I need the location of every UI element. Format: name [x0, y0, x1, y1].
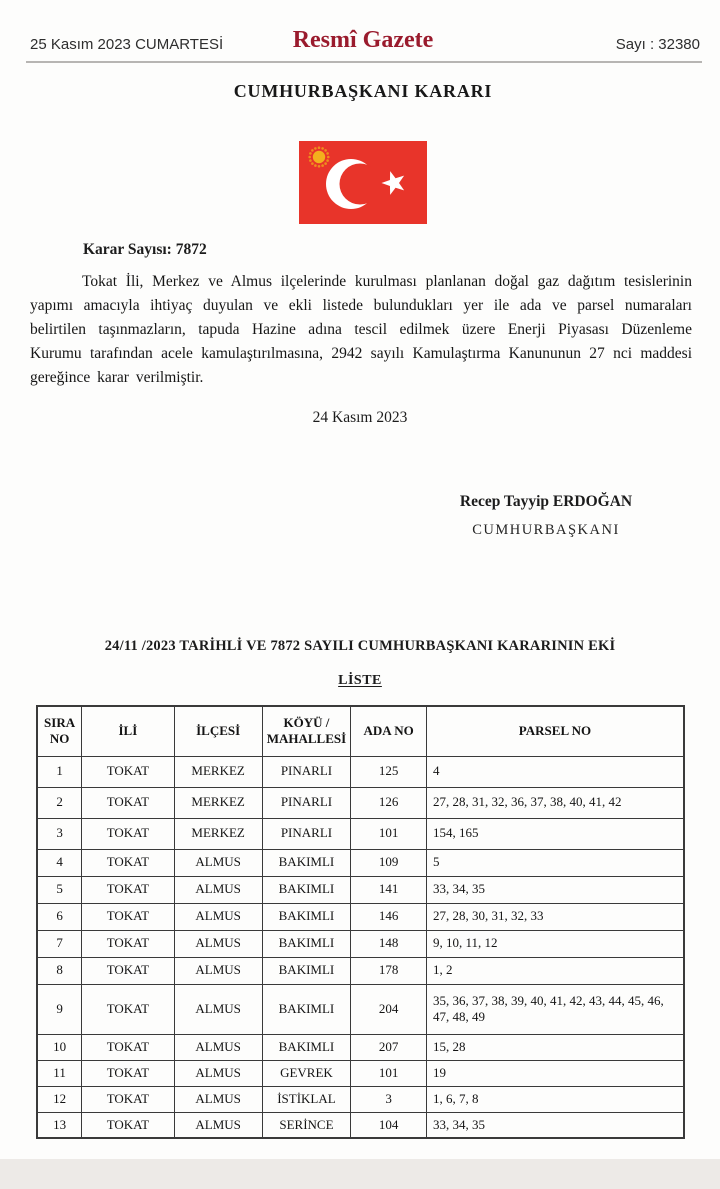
table-cell: MERKEZ — [174, 818, 262, 849]
table-row — [37, 876, 684, 903]
table-cell: 12 — [37, 1086, 82, 1112]
table-cell: TOKAT — [82, 787, 175, 818]
table-cell: TOKAT — [82, 818, 175, 849]
table-cell: 8 — [37, 957, 82, 984]
table-cell: TOKAT — [82, 1086, 175, 1112]
table-header-cell: İLİ — [82, 706, 175, 756]
table-cell: BAKIMLI — [262, 876, 351, 903]
table-header-cell: ADA NO — [351, 706, 427, 756]
table-cell: ALMUS — [174, 1112, 262, 1138]
table-cell: 5 — [37, 876, 82, 903]
table-cell: 4 — [426, 756, 684, 787]
table-cell: 6 — [37, 903, 82, 930]
table-cell: 9 — [37, 984, 82, 1034]
signature-name: Recep Tayyip ERDOĞAN — [459, 493, 633, 510]
table-cell: 101 — [351, 1060, 427, 1086]
table-cell: BAKIMLI — [262, 957, 351, 984]
table-cell: BAKIMLI — [262, 1034, 351, 1060]
table-cell: TOKAT — [82, 957, 175, 984]
table-header-row — [37, 706, 684, 756]
turkish-flag-svg — [299, 141, 427, 224]
table-row — [37, 1086, 684, 1112]
table-cell: ALMUS — [174, 1034, 262, 1060]
table-header-cell: SIRA NO — [37, 706, 82, 756]
annex-subtitle-text: LİSTE — [338, 673, 382, 688]
table-cell: 2 — [37, 787, 82, 818]
table-cell: SERİNCE — [262, 1112, 351, 1138]
table-cell: PINARLI — [262, 787, 351, 818]
table-cell: TOKAT — [82, 984, 175, 1034]
table-cell: 148 — [351, 930, 427, 957]
table-cell: TOKAT — [82, 1034, 175, 1060]
table-cell: ALMUS — [174, 1086, 262, 1112]
table-cell: 125 — [351, 756, 427, 787]
table-cell: TOKAT — [82, 1112, 175, 1138]
table-cell: 9, 10, 11, 12 — [426, 930, 684, 957]
table-cell: TOKAT — [82, 1060, 175, 1086]
table-row — [37, 957, 684, 984]
table-cell: ALMUS — [174, 876, 262, 903]
table-cell: İSTİKLAL — [262, 1086, 351, 1112]
table-cell: ALMUS — [174, 849, 262, 876]
table-cell: 19 — [426, 1060, 684, 1086]
table-cell: 1, 2 — [426, 957, 684, 984]
table-cell: 101 — [351, 818, 427, 849]
table-row — [37, 1060, 684, 1086]
table-cell: MERKEZ — [174, 787, 262, 818]
table-row — [37, 849, 684, 876]
table-row — [37, 787, 684, 818]
table-cell: BAKIMLI — [262, 984, 351, 1034]
table-cell: 27, 28, 30, 31, 32, 33 — [426, 903, 684, 930]
table-cell: 10 — [37, 1034, 82, 1060]
table-row — [37, 984, 684, 1034]
table-cell: BAKIMLI — [262, 903, 351, 930]
table-cell: PINARLI — [262, 818, 351, 849]
table-cell: TOKAT — [82, 849, 175, 876]
table-cell: MERKEZ — [174, 756, 262, 787]
table-cell: 35, 36, 37, 38, 39, 40, 41, 42, 43, 44, 45, 46, 47, 48, 49 — [426, 984, 684, 1034]
table-cell: PINARLI — [262, 756, 351, 787]
table-row — [37, 1034, 684, 1060]
table-cell: 146 — [351, 903, 427, 930]
annex-title: 24/11 /2023 TARİHLİ VE 7872 SAYILI CUMHURBAŞKANI KARARININ EKİ — [104, 638, 616, 654]
table-cell: 126 — [351, 787, 427, 818]
decision-number: Karar Sayısı: 7872 — [83, 241, 207, 258]
table-row — [37, 818, 684, 849]
table-cell: 1 — [37, 756, 82, 787]
table-cell: 13 — [37, 1112, 82, 1138]
masthead-date: 25 Kasım 2023 CUMARTESİ — [30, 36, 224, 53]
decision-date: 24 Kasım 2023 — [312, 409, 408, 426]
table-cell: ALMUS — [174, 984, 262, 1034]
decree-heading: CUMHURBAŞKANI KARARI — [233, 81, 493, 101]
table-cell: 204 — [351, 984, 427, 1034]
masthead-divider — [26, 61, 702, 63]
table-cell: TOKAT — [82, 756, 175, 787]
turkish-flag-icon — [299, 141, 427, 224]
table-cell: 7 — [37, 930, 82, 957]
table-cell: 27, 28, 31, 32, 36, 37, 38, 40, 41, 42 — [426, 787, 684, 818]
table-header-cell: KÖYÜ / MAHALLESİ — [262, 706, 351, 756]
table-cell: ALMUS — [174, 1060, 262, 1086]
table-cell: 3 — [351, 1086, 427, 1112]
table-row — [37, 756, 684, 787]
table-row — [37, 930, 684, 957]
table-cell: BAKIMLI — [262, 849, 351, 876]
table-row — [37, 1112, 684, 1138]
decree-body-paragraph: Tokat İli, Merkez ve Almus ilçelerinde kurulması planlanan doğal gaz dağıtım tesislerinin yapımı amacıyla ihtiyaç duyulan ve ekli listede bulundukları yer ile ada ve parsel numaraları belirtilen taşınmazların, tapuda Hazine adına tescil edilmek üzere Enerji Piyasası Düzenleme Kurumu tarafından acele kamulaştırılmasına, 2942 sayılı Kamulaştırma Kanununun 27 nci maddesi gereğince karar verilmiştir. — [30, 273, 692, 386]
gazette-title: Resmî Gazete — [292, 27, 434, 53]
annex-subtitle — [0, 673, 720, 689]
table-header-cell: İLÇESİ — [174, 706, 262, 756]
parcel-table-body — [37, 756, 684, 1138]
table-cell: 33, 34, 35 — [426, 1112, 684, 1138]
table-cell: 5 — [426, 849, 684, 876]
table-cell: TOKAT — [82, 930, 175, 957]
parcel-table — [36, 705, 685, 1139]
table-cell: TOKAT — [82, 903, 175, 930]
table-cell: 178 — [351, 957, 427, 984]
table-cell: GEVREK — [262, 1060, 351, 1086]
table-cell: 1, 6, 7, 8 — [426, 1086, 684, 1112]
table-cell: ALMUS — [174, 930, 262, 957]
table-header-cell: PARSEL NO — [426, 706, 684, 756]
table-cell: BAKIMLI — [262, 930, 351, 957]
table-cell: 154, 165 — [426, 818, 684, 849]
table-cell: 11 — [37, 1060, 82, 1086]
table-cell: 109 — [351, 849, 427, 876]
table-cell: ALMUS — [174, 957, 262, 984]
table-cell: 4 — [37, 849, 82, 876]
table-cell: 207 — [351, 1034, 427, 1060]
signature-block — [440, 493, 652, 539]
table-cell: TOKAT — [82, 876, 175, 903]
table-cell: 15, 28 — [426, 1034, 684, 1060]
masthead-issue-number: Sayı : 32380 — [615, 36, 700, 53]
table-row — [37, 903, 684, 930]
table-cell: 3 — [37, 818, 82, 849]
footer-band — [0, 1159, 720, 1189]
table-cell: 141 — [351, 876, 427, 903]
table-cell: 104 — [351, 1112, 427, 1138]
table-cell: ALMUS — [174, 903, 262, 930]
table-cell: 33, 34, 35 — [426, 876, 684, 903]
signature-title: CUMHURBAŞKANI — [472, 522, 620, 538]
